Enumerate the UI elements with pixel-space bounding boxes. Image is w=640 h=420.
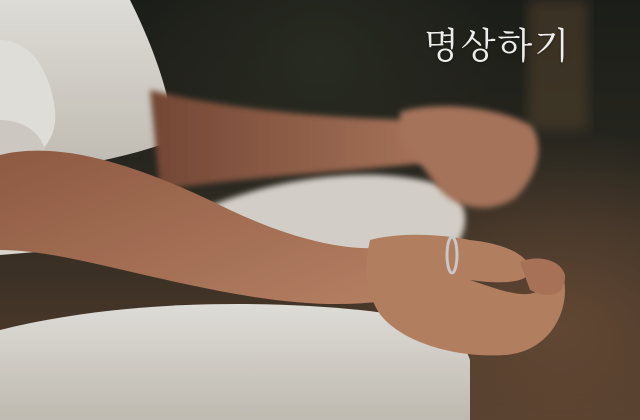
- page-title: 명상하기: [424, 26, 572, 67]
